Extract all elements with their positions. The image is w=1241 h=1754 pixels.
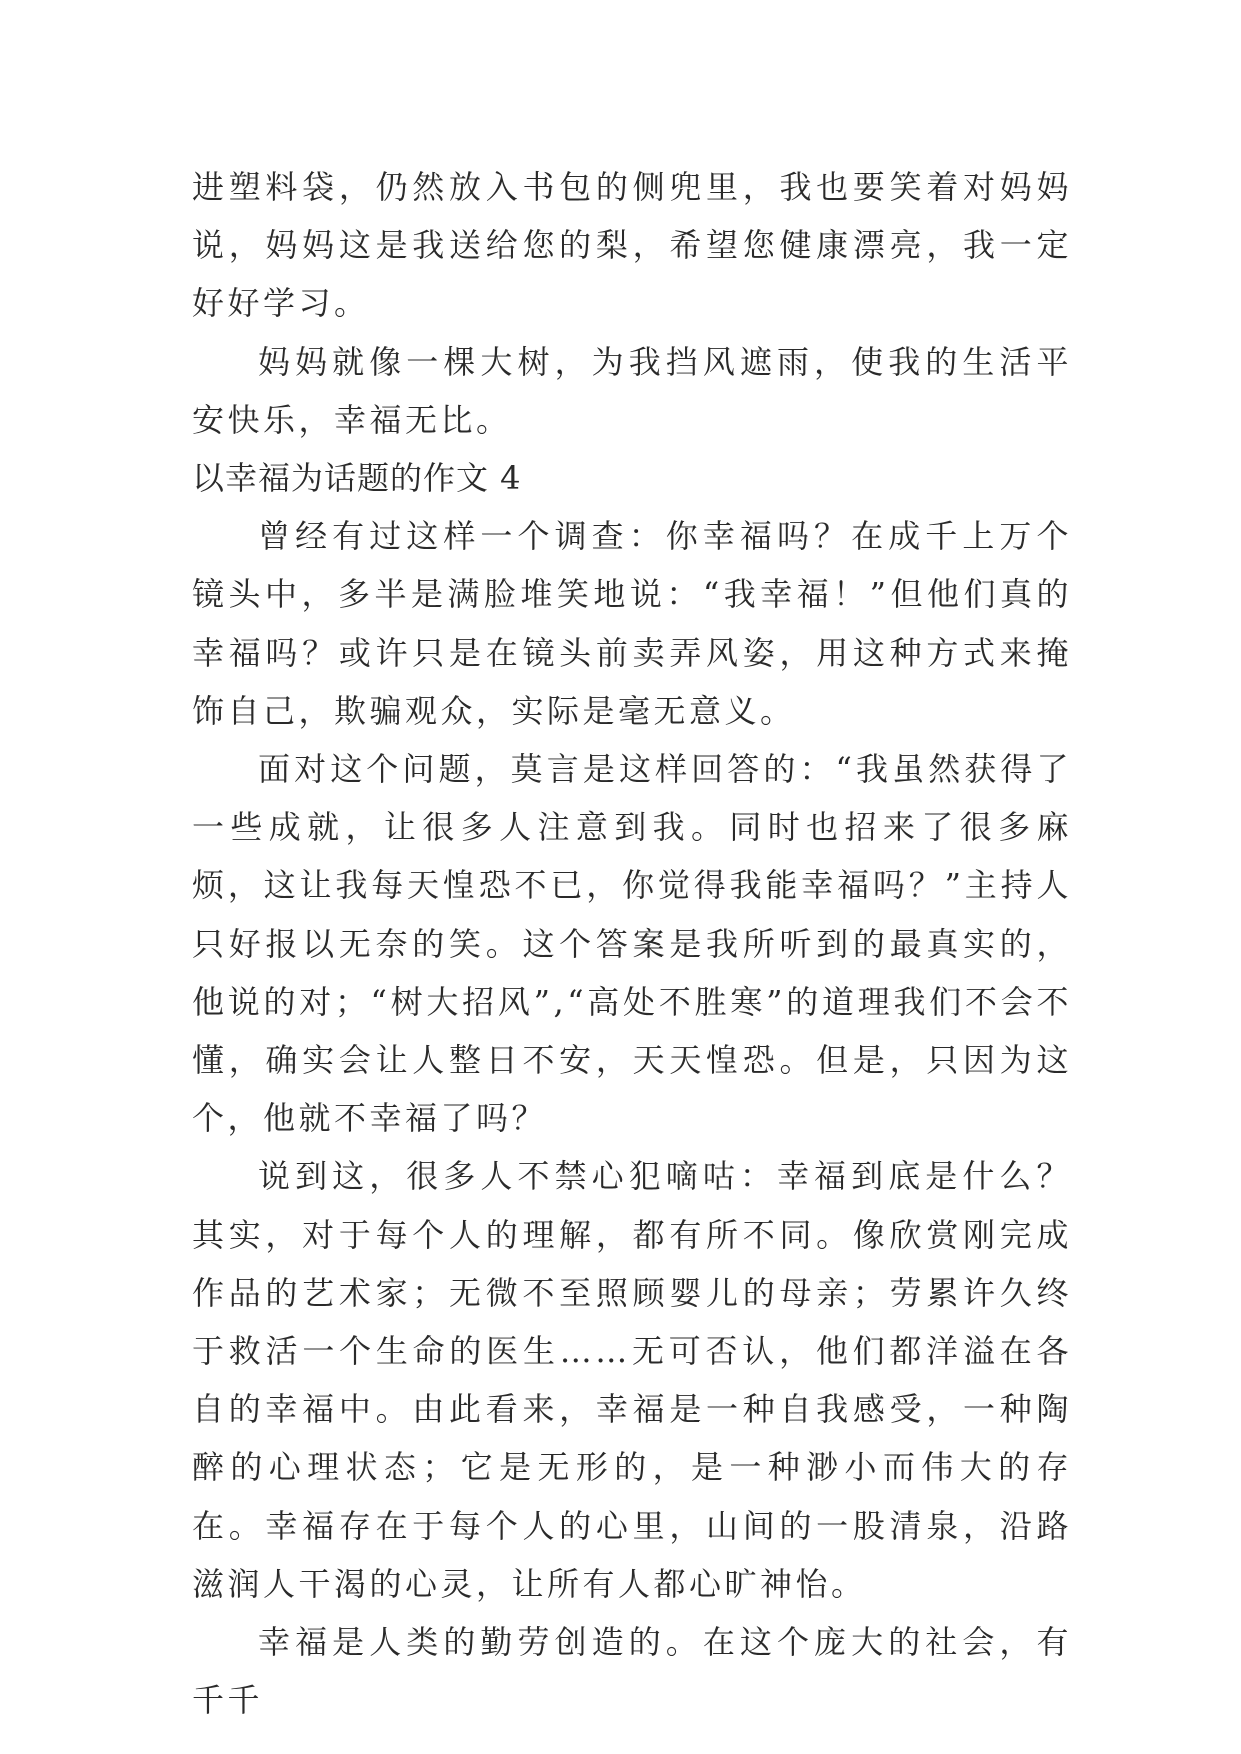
paragraph-mother-tree: 妈妈就像一棵大树，为我挡风遮雨，使我的生活平安快乐，幸福无比。	[192, 342, 1072, 439]
paragraph-moyan: 面对这个问题，莫言是这样回答的：“我虽然获得了一些成就，让很多人注意到我。同时也招来了很多麻烦，这让我每天惶恐不已，你觉得我能幸福吗？”主持人只好报以无奈的笑。这个答案是我所听到的最真实的，他说的对；“树大招风”,“高处不胜寒”的道理我们不会不懂，确实会让人整日不安，天天惶恐。但是，只因为这个，他就不幸福了吗？	[192, 750, 1072, 1138]
essay-heading: 以幸福为话题的作文 4	[192, 459, 522, 498]
paragraph-what-is-happiness: 说到这，很多人不禁心犯嘀咕：幸福到底是什么？其实，对于每个人的理解，都有所不同。像欣赏刚完成作品的艺术家；无微不至照顾婴儿的母亲；劳累许久终于救活一个生命的医生……无可否认，他们都洋溢在各自的幸福中。由此看来，幸福是一种自我感受，一种陶醉的心理状态；它是无形的，是一种渺小而伟大的存在。幸福存在于每个人的心里，山间的一股清泉，沿路滋润人干渴的心灵，让所有人都心旷神怡。	[192, 1157, 1072, 1603]
paragraph-continuation: 进塑料袋，仍然放入书包的侧兜里，我也要笑着对妈妈说，妈妈这是我送给您的梨，希望您健康漂亮，我一定好好学习。	[192, 168, 1072, 323]
paragraph-happiness-created: 幸福是人类的勤劳创造的。在这个庞大的社会，有千千	[192, 1623, 1072, 1720]
document-body	[192, 158, 1072, 1729]
paragraph-survey: 曾经有过这样一个调查：你幸福吗？在成千上万个镜头中，多半是满脸堆笑地说：“我幸福！”但他们真的幸福吗？或许只是在镜头前卖弄风姿，用这种方式来掩饰自己，欺骗观众，实际是毫无意义。	[192, 517, 1072, 730]
